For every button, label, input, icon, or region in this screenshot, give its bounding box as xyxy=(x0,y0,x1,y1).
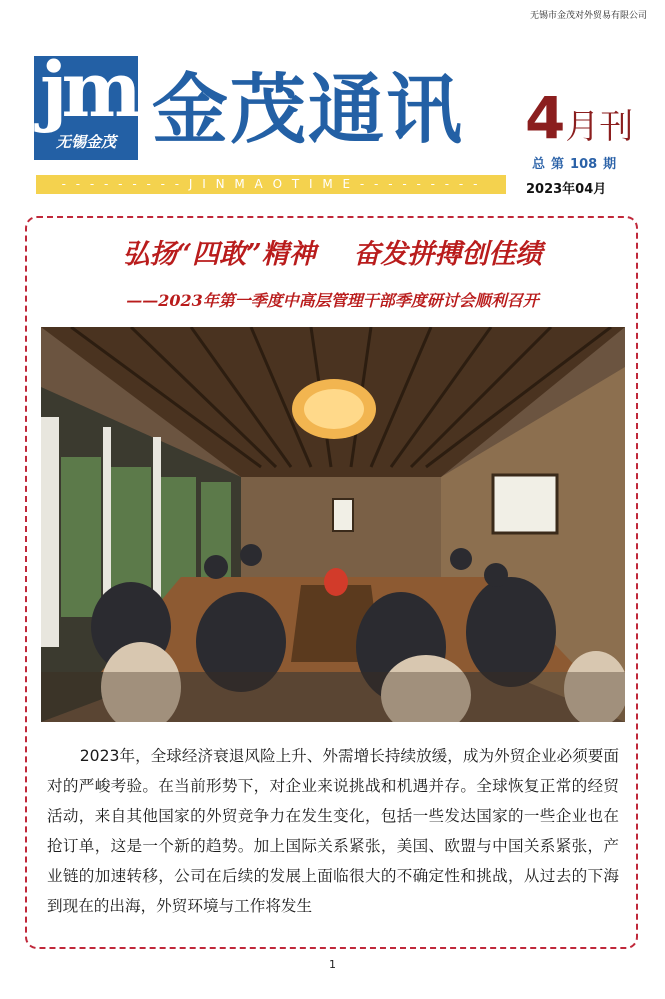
logo-city-text: 无锡金茂 xyxy=(55,133,116,151)
issue-total-number xyxy=(532,153,622,172)
newsletter-title: 金茂通讯 xyxy=(152,65,464,154)
issue-total-value: 108 xyxy=(570,157,598,172)
article-body: 2023年，全球经济衰退风险上升、外需增长持续放缓，成为外贸企业必须要面对的严峻考验。在当前形势下，对企业来说挑战和机遇并存。全球恢复正常的经贸活动，来自其他国家的外贸竞争力在发生变化，包括一些发达国家的一些企业也在抢订单，这是一个新的趋势。加上国际关系紧张，美国、欧盟与中国关系紧张，产业链的加速转移，公司在后续的发展上面临很大的不确定性和挑战，从过去的下海到现在的出海，外贸环境与工作将发生 xyxy=(47,747,619,915)
company-logo xyxy=(34,56,138,160)
issue-month-number: 4 xyxy=(525,84,566,152)
issue-total-word: 第 xyxy=(551,157,565,172)
article-subheadline: ——2023年第一季度中高层管理干部季度研讨会顺利召开 xyxy=(126,291,539,310)
logo-mark: jm xyxy=(40,56,136,134)
meeting-photo xyxy=(41,327,625,722)
issue-date: 2023年04月 xyxy=(526,182,607,197)
publisher-name: 无锡市金茂对外贸易有限公司 xyxy=(529,11,647,21)
masthead-band: - - - - - - - - - J I N M A O T I M E - - - - - - - - - xyxy=(36,175,506,194)
issue-total-prefix: 总 xyxy=(532,157,546,172)
issue-month xyxy=(525,84,634,157)
page-number: 1 xyxy=(329,958,336,971)
issue-total-suffix: 期 xyxy=(603,157,617,172)
issue-month-label: 月刊 xyxy=(565,107,634,147)
article-headline: 弘扬“四敢”精神 奋发拼搏创佳绩 xyxy=(122,239,543,270)
